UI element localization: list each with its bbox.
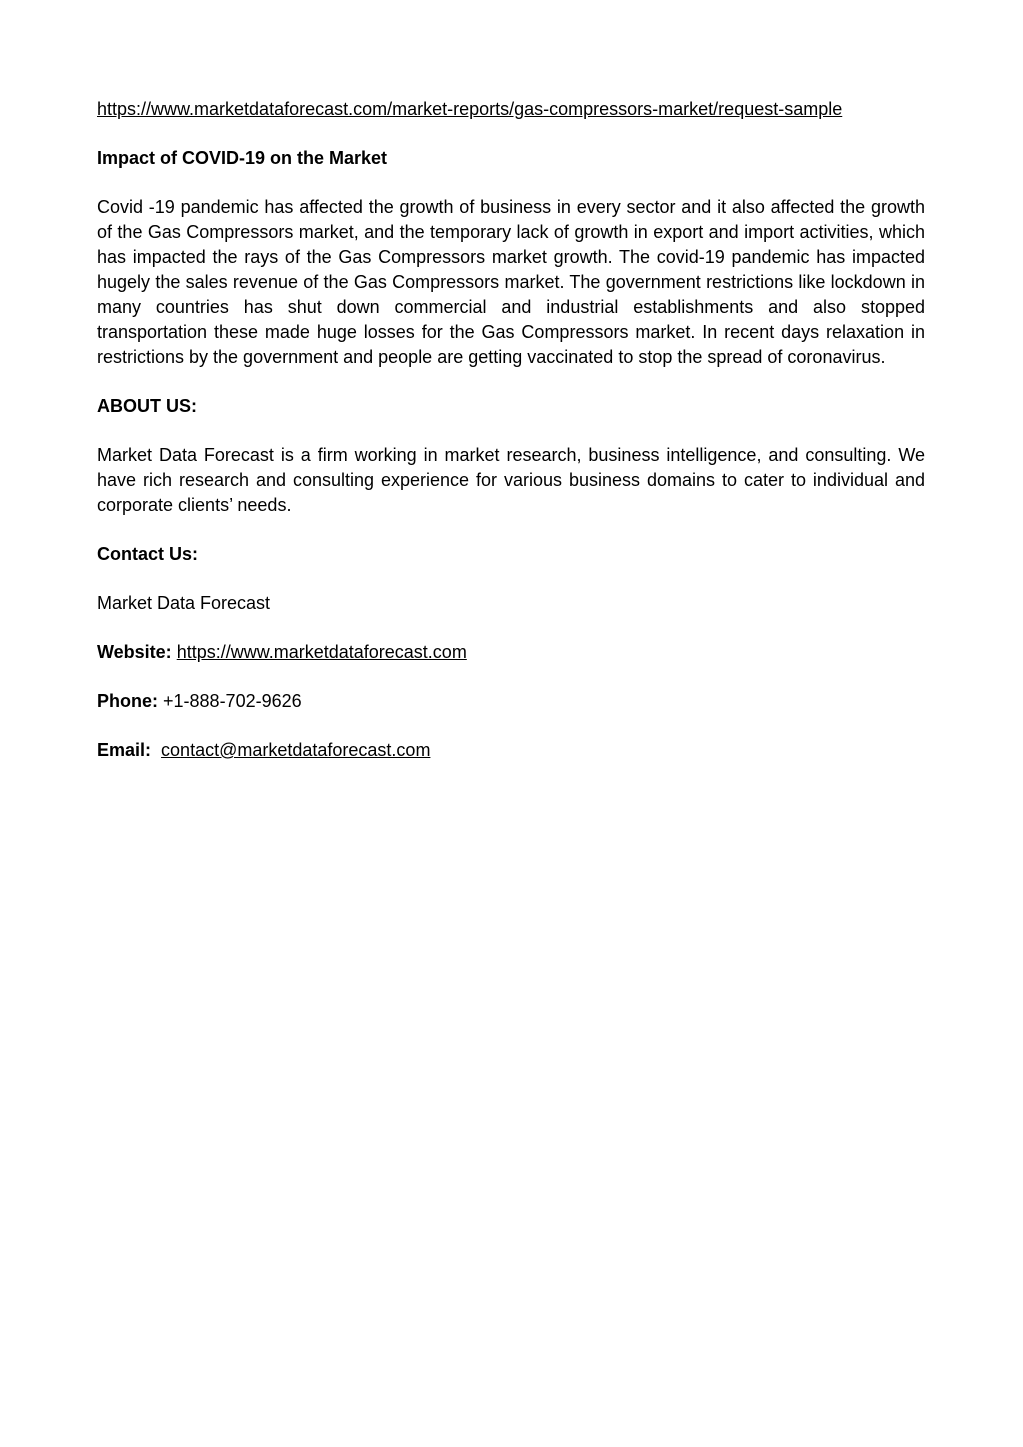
request-sample-link[interactable]: https://www.marketdataforecast.com/market-reports/gas-compressors-market/request-sample xyxy=(97,99,843,119)
sample-url-line xyxy=(97,97,925,122)
covid-heading: Impact of COVID-19 on the Market xyxy=(97,148,388,168)
contact-heading: Contact Us: xyxy=(97,544,199,564)
company-name: Market Data Forecast xyxy=(97,593,271,613)
about-heading: ABOUT US: xyxy=(97,396,197,416)
website-link[interactable]: https://www.marketdataforecast.com xyxy=(176,642,467,662)
website-label: Website: xyxy=(97,642,172,662)
document-page xyxy=(97,97,925,787)
email-label: Email: xyxy=(97,740,152,760)
phone-line xyxy=(97,689,925,714)
about-paragraph: Market Data Forecast is a firm working in market research, business intelligence, and consulting. We have rich research and consulting experience for various business domains to cater to individual and corporate clients’ needs. xyxy=(97,445,925,515)
website-line xyxy=(97,640,925,665)
covid-paragraph: Covid -19 pandemic has affected the growth of business in every sector and it also affected the growth of the Gas Compressors market, and the temporary lack of growth in export and import activities, which has impacted the rays of the Gas Compressors market growth. The covid-19 pandemic has impacted hugely the sales revenue of the Gas Compressors market. The government restrictions like lockdown in many countries has shut down commercial and industrial establishments and also stopped transportation these made huge losses for the Gas Compressors market. In recent days relaxation in restrictions by the government and people are getting vaccinated to stop the spread of coronavirus. xyxy=(97,197,925,367)
phone-label: Phone: xyxy=(97,691,158,711)
email-link[interactable]: contact@marketdataforecast.com xyxy=(161,740,431,760)
email-line xyxy=(97,738,925,763)
phone-value: +1-888-702-9626 xyxy=(163,691,302,711)
